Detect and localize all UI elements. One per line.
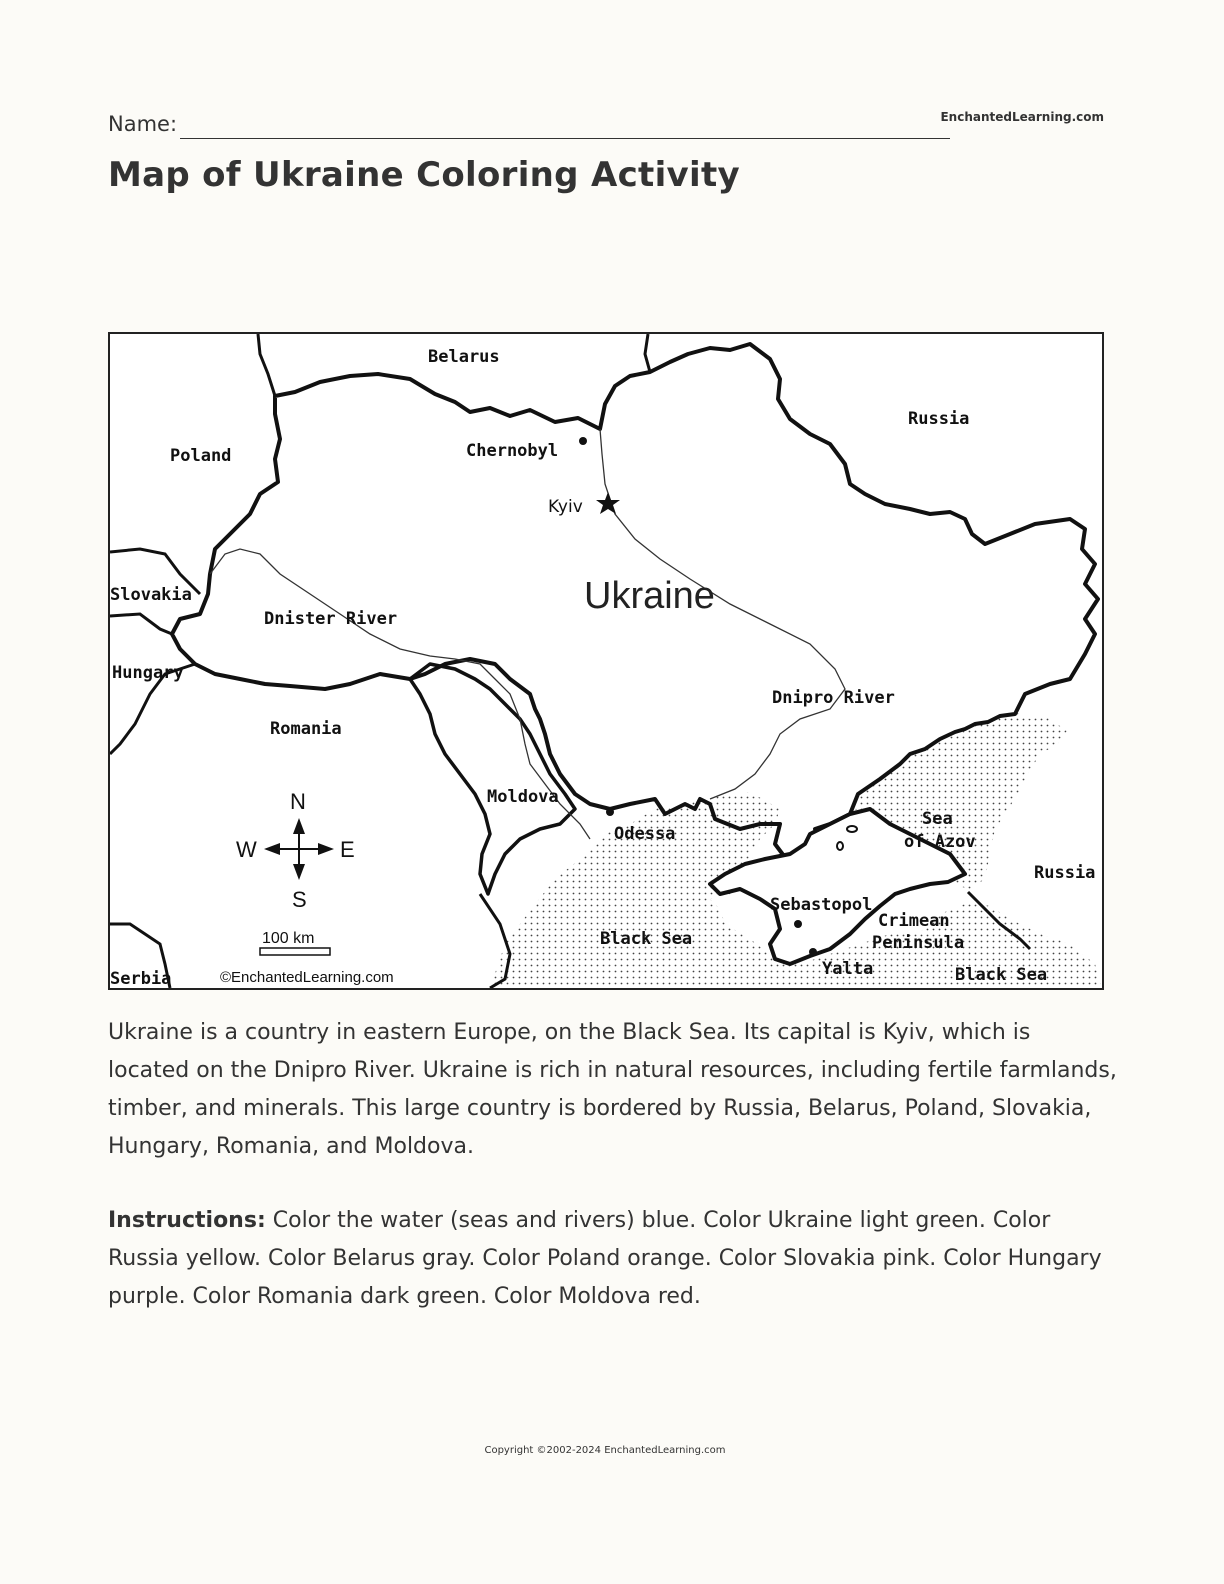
instructions-text: Color the water (seas and rivers) blue. Color Ukraine light green. Color Russia yellow. Color Belarus gray. Color Poland orange. Color Slovakia pink. Color Hungary purple. Color Romania dark green. Color Moldova red. (108, 1208, 1102, 1309)
scale-bar (260, 948, 330, 955)
label-peninsula: Peninsula (872, 933, 965, 953)
yalta-dot (809, 948, 817, 956)
instructions-paragraph (108, 1202, 1118, 1316)
label-moldova: Moldova (487, 787, 559, 807)
label-kyiv: Kyiv (548, 497, 583, 517)
compass-n: N (290, 789, 306, 814)
label-russia-east: Russia (1034, 863, 1096, 883)
label-crimean: Crimean (878, 911, 950, 931)
label-serbia: Serbia (110, 969, 172, 988)
moldova-border (410, 664, 575, 894)
label-chernobyl: Chernobyl (466, 441, 559, 461)
label-sea-of-azov-1: Sea (922, 809, 953, 829)
label-yalta: Yalta (822, 959, 874, 979)
instructions-label: Instructions: (108, 1208, 266, 1233)
label-ukraine: Ukraine (584, 575, 715, 617)
kyiv-star-icon (596, 492, 620, 514)
label-dnister-river: Dnister River (264, 609, 398, 629)
label-poland: Poland (170, 446, 232, 466)
hungary-border (110, 614, 172, 634)
page-title: Map of Ukraine Coloring Activity (108, 155, 740, 195)
sebastopol-dot (794, 920, 802, 928)
compass-w: W (236, 837, 257, 862)
belarus-russia-border (645, 334, 650, 372)
name-input-line[interactable] (180, 138, 950, 139)
odessa-dot (606, 808, 614, 816)
label-hungary: Hungary (112, 663, 184, 683)
scale-label: 100 km (262, 930, 315, 947)
copyright-footer: Copyright ©2002-2024 EnchantedLearning.com (484, 1445, 726, 1456)
map-credit: ©EnchantedLearning.com (220, 969, 394, 986)
label-russia-north: Russia (908, 409, 970, 429)
label-slovakia: Slovakia (110, 585, 192, 605)
label-black-sea-east: Black Sea (955, 965, 1048, 985)
label-odessa: Odessa (614, 824, 676, 844)
compass-s: S (292, 887, 307, 912)
label-sebastopol: Sebastopol (770, 895, 873, 915)
label-black-sea-west: Black Sea (600, 929, 693, 949)
label-sea-of-azov-2: of Azov (904, 832, 976, 852)
compass-e: E (340, 837, 355, 862)
label-dnipro-river: Dnipro River (772, 688, 895, 708)
chernobyl-dot (579, 437, 587, 445)
label-romania: Romania (270, 719, 342, 739)
label-belarus: Belarus (428, 347, 500, 367)
ukraine-map (108, 332, 1104, 990)
compass-rose-icon (264, 818, 334, 880)
description-paragraph: Ukraine is a country in eastern Europe, on the Black Sea. Its capital is Kyiv, which is located on the Dnipro River. Ukraine is rich in natural resources, including fertile farmlands, timber, and minerals. This large country is bordered by Russia, Belarus, Poland, Slovakia, Hungary, Romania, and Moldova. (108, 1020, 1117, 1159)
belarus-poland-border (258, 334, 275, 396)
name-row (108, 110, 950, 142)
name-label: Name: (108, 112, 178, 136)
site-label: EnchantedLearning.com (940, 110, 1104, 124)
